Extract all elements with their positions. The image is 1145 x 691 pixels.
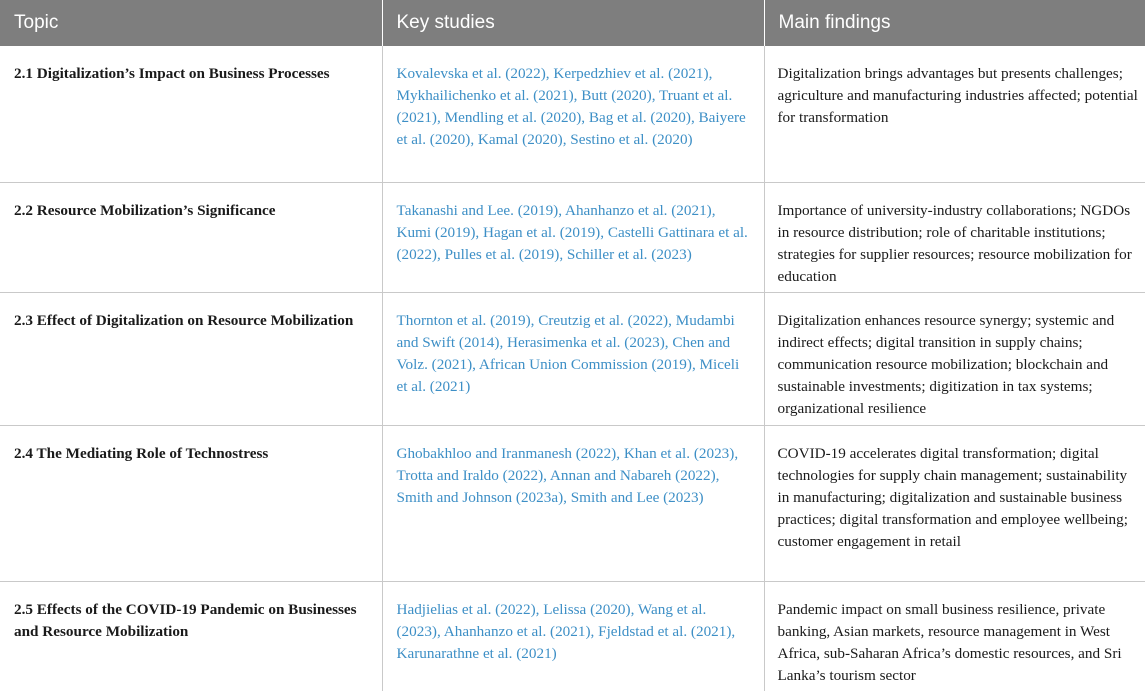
topic-cell: 2.2 Resource Mobilization’s Significance <box>0 182 382 292</box>
topic-cell: 2.4 The Mediating Role of Technostress <box>0 425 382 581</box>
table-body <box>0 46 1145 691</box>
citation-link[interactable]: Wang et al. (2023) <box>396 600 707 640</box>
citation-link[interactable]: Mudambi and Swift (2014) <box>396 311 735 351</box>
citation-link[interactable]: Mykhailichenko et al. (2021) <box>396 87 574 104</box>
topic-cell: 2.1 Digitalization’s Impact on Business Processes <box>0 46 382 182</box>
citation-link[interactable]: Thornton et al. (2019) <box>396 311 531 329</box>
findings-cell: Digitalization brings advantages but presents challenges; agriculture and manufacturing industries affected; potential for transformation <box>764 46 1145 182</box>
table-header <box>0 0 1145 46</box>
table-row <box>0 182 1145 292</box>
citation-link[interactable]: Smith and Lee (2023) <box>570 488 704 506</box>
citation-link[interactable]: Kerpedzhiev et al. (2021) <box>553 65 709 82</box>
citation-link[interactable]: Schiller et al. (2023) <box>566 245 692 263</box>
citation-link[interactable]: Fjeldstad et al. (2021) <box>598 622 732 640</box>
citation-link[interactable]: Bag et al. (2020) <box>588 109 691 126</box>
topic-cell: 2.5 Effects of the COVID-19 Pandemic on Businesses and Resource Mobilization <box>0 581 382 691</box>
citation-link[interactable]: Kumi (2019) <box>396 223 476 241</box>
citation-link[interactable]: Mendling et al. (2020) <box>444 109 582 126</box>
citation-link[interactable]: Trotta and Iraldo (2022) <box>396 466 544 484</box>
citation-link[interactable]: Herasimenka et al. (2023) <box>507 333 665 351</box>
citation-link[interactable]: Ahanhanzo et al. (2021) <box>564 201 712 219</box>
table-row <box>0 425 1145 581</box>
studies-cell: Hadjielias et al. (2022), Lelissa (2020), Wang et al. (2023), Ahanhanzo et al. (2021), Fjeldstad et al. (2021), Karunarathne et al. (2021) <box>382 581 764 691</box>
citation-link[interactable]: Smith and Johnson (2023a) <box>396 488 564 506</box>
studies-cell: Thornton et al. (2019), Creutzig et al. (2022), Mudambi and Swift (2014), Herasimenka et al. (2023), Chen and Volz. (2021), African Union Commission (2019), Miceli et al. (2021) <box>382 292 764 425</box>
studies-cell: Takanashi and Lee. (2019), Ahanhanzo et al. (2021), Kumi (2019), Hagan et al. (2019), Castelli Gattinara et al. (2022), Pulles et al. (2019), Schiller et al. (2023) <box>382 182 764 292</box>
header-topic: Topic <box>0 0 382 46</box>
findings-cell: COVID-19 accelerates digital transformation; digital technologies for supply chain management; sustainability in manufacturing; digitalization and sustainable business practices; digital transformation and employee wellbeing; customer engagement in retail <box>764 425 1145 581</box>
citation-link[interactable]: Truant et al. (2021) <box>396 87 733 126</box>
citation-link[interactable]: Takanashi and Lee. (2019) <box>396 201 559 219</box>
citation-link[interactable]: Khan et al. (2023) <box>623 444 735 462</box>
citation-link[interactable]: Lelissa (2020) <box>543 600 631 618</box>
table-row <box>0 46 1145 182</box>
citation-link[interactable]: Hadjielias et al. (2022) <box>396 600 536 618</box>
topic-cell: 2.3 Effect of Digitalization on Resource Mobilization <box>0 292 382 425</box>
citation-link[interactable]: Baiyere et al. (2020) <box>396 109 746 148</box>
citation-link[interactable]: Butt (2020) <box>581 87 652 104</box>
table-row <box>0 292 1145 425</box>
citation-link[interactable]: Creutzig et al. (2022) <box>538 311 669 329</box>
findings-cell: Pandemic impact on small business resilience, private banking, Asian markets, resource management in West Africa, sub-Saharan Africa’s domestic resources, and Sri Lanka’s tourism sector <box>777 600 1122 684</box>
findings-cell: Digitalization enhances resource synergy; systemic and indirect effects; digital transition in supply chains; communication resource mobilization; blockchain and sustainable investments; digitization in tax systems; organizational resilience <box>764 292 1145 425</box>
header-main-findings: Main findings <box>764 0 1145 46</box>
table-row <box>0 581 1145 691</box>
citation-link[interactable]: Castelli Gattinara et al. (2022) <box>396 223 748 263</box>
citation-link[interactable]: African Union Commission (2019) <box>478 355 692 373</box>
citation-link[interactable]: Sestino et al. (2020) <box>570 131 693 148</box>
citation-link[interactable]: Hagan et al. (2019) <box>482 223 601 241</box>
citation-link[interactable]: Ghobakhloo and Iranmanesh (2022) <box>396 444 617 462</box>
citation-link[interactable]: Chen and Volz. (2021) <box>396 333 731 373</box>
header-row <box>0 0 1145 46</box>
findings-cell: Importance of university-industry collaborations; NGDOs in resource distribution; role of charitable institutions; strategies for supplier resources; resource mobilization for education <box>764 182 1145 292</box>
citation-link[interactable]: Pulles et al. (2019) <box>444 245 560 263</box>
citation-link[interactable]: Ahanhanzo et al. (2021) <box>443 622 591 640</box>
studies-cell: Kovalevska et al. (2022), Kerpedzhiev et al. (2021), Mykhailichenko et al. (2021), Butt (2020), Truant et al. (2021), Mendling et al. (2020), Bag et al. (2020), Baiyere et al. (2020), Kamal (2020), Sestino et al. (2020) <box>382 46 764 182</box>
studies-cell: Ghobakhloo and Iranmanesh (2022), Khan et al. (2023), Trotta and Iraldo (2022), Annan and Nabareh (2022), Smith and Johnson (2023a), Smith and Lee (2023) <box>382 425 764 581</box>
citation-link[interactable]: Karunarathne et al. (2021) <box>396 644 557 662</box>
citation-link[interactable]: Kamal (2020) <box>477 131 563 148</box>
citation-link[interactable]: Annan and Nabareh (2022) <box>549 466 716 484</box>
header-key-studies: Key studies <box>382 0 764 46</box>
citation-link[interactable]: Miceli et al. (2021) <box>396 355 740 395</box>
citation-link[interactable]: Kovalevska et al. (2022) <box>396 65 546 82</box>
